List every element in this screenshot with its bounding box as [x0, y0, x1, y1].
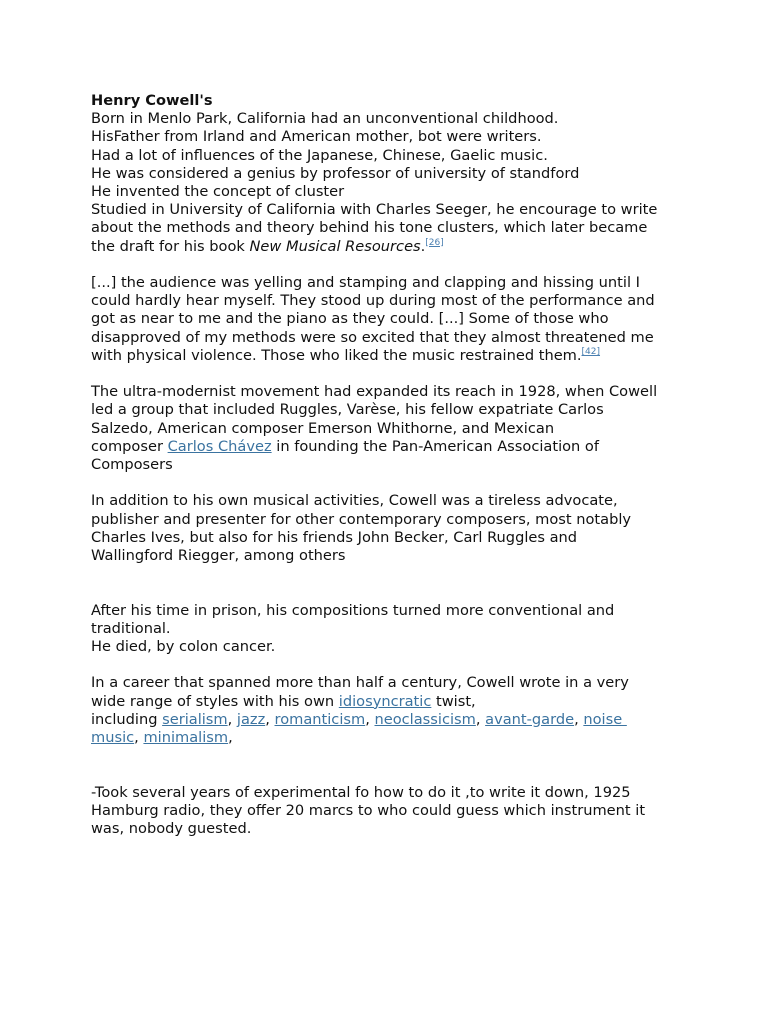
- ultra-line: Composers: [91, 456, 173, 474]
- career-line-styles: [91, 711, 691, 729]
- comma: ,: [574, 710, 584, 728]
- comma: ,: [134, 729, 144, 747]
- career-line: In a career that spanned more than half a century, Cowell wrote in a very: [91, 674, 629, 692]
- quote-line: could hardly hear myself. They stood up during most of the performance and: [91, 292, 655, 310]
- spacer: [91, 565, 691, 583]
- romanticism-link[interactable]: romanticism: [274, 710, 366, 728]
- comma: ,: [365, 710, 375, 728]
- ultra-line: Salzedo, American composer Emerson Whithorne, and Mexican: [91, 419, 555, 437]
- intro-text: the draft for his book: [91, 237, 250, 255]
- reference-42[interactable]: [42]: [581, 346, 601, 357]
- intro-period: .: [420, 237, 426, 255]
- spacer: [91, 583, 691, 601]
- spacer: [91, 256, 691, 274]
- intro-line: He was considered a genius by professor of university of standford: [91, 164, 580, 182]
- career-text: wide range of styles with his own: [91, 692, 339, 710]
- quote-line: got as near to me and the piano as they could. [...] Some of those who: [91, 310, 609, 328]
- document-title: Henry Cowell's: [91, 92, 213, 109]
- prison-line: After his time in prison, his compositions turned more conventional and: [91, 601, 615, 619]
- comma: ,: [265, 710, 275, 728]
- noise-music-link[interactable]: noise: [583, 710, 627, 728]
- intro-line: Born in Menlo Park, California had an unconventional childhood.: [91, 110, 559, 128]
- quote-line-last: [91, 347, 691, 365]
- prison-line: He died, by colon cancer.: [91, 638, 276, 656]
- advocate-line: publisher and presenter for other contemporary composers, most notably: [91, 510, 632, 528]
- career-line-styles-cont: [91, 729, 691, 747]
- quote-line: [...] the audience was yelling and stamping and clapping and hissing until I: [91, 274, 640, 292]
- intro-line-last: [91, 238, 691, 256]
- ultra-line: led a group that included Ruggles, Varèse, his fellow expatriate Carlos: [91, 401, 604, 419]
- spacer: [91, 765, 691, 783]
- ultra-text: in founding the Pan-American Association of: [271, 437, 600, 455]
- prison-line: traditional.: [91, 619, 171, 637]
- minimalism-link[interactable]: minimalism: [143, 729, 229, 747]
- experiment-line: -Took several years of experimental fo how to do it ,to write it down, 1925: [91, 783, 631, 801]
- spacer: [91, 747, 691, 765]
- noise-music-link-cont[interactable]: music: [91, 729, 135, 747]
- intro-line: He invented the concept of cluster: [91, 183, 345, 201]
- ultra-line-chavez: [91, 438, 691, 456]
- career-line-twist: [91, 693, 691, 711]
- carlos-chavez-link[interactable]: Carlos Chávez: [167, 437, 272, 455]
- ultra-text: composer: [91, 437, 168, 455]
- trailing-comma: ,: [228, 729, 233, 747]
- intro-line: Had a lot of influences of the Japanese, Chinese, Gaelic music.: [91, 146, 548, 164]
- jazz-link[interactable]: jazz: [236, 710, 266, 728]
- neoclassicism-link[interactable]: neoclassicism: [374, 710, 476, 728]
- comma: ,: [475, 710, 486, 728]
- including-text: including: [91, 710, 163, 728]
- book-title: New Musical Resources: [249, 237, 421, 255]
- quote-text: with physical violence. Those who liked the music restrained them.: [91, 346, 582, 364]
- spacer: [91, 656, 691, 674]
- advocate-line: Charles Ives, but also for his friends John Becker, Carl Ruggles and: [91, 528, 578, 546]
- quote-line: disapproved of my methods were so excited that they almost threatened me: [91, 328, 654, 346]
- intro-line: HisFather from Irland and American mother, bot were writers.: [91, 128, 542, 146]
- idiosyncratic-link[interactable]: idiosyncratic: [338, 692, 432, 710]
- ultra-line: The ultra-modernist movement had expanded its reach in 1928, when Cowell: [91, 383, 658, 401]
- intro-line: about the methods and theory behind his tone clusters, which later became: [91, 219, 648, 237]
- experiment-line: Hamburg radio, they offer 20 marcs to who could guess which instrument it: [91, 801, 646, 819]
- avant-garde-link[interactable]: avant-garde: [485, 710, 575, 728]
- intro-line: Studied in University of California with Charles Seeger, he encourage to write: [91, 201, 658, 219]
- serialism-link[interactable]: serialism: [162, 710, 228, 728]
- document-body: [91, 92, 691, 838]
- spacer: [91, 474, 691, 492]
- advocate-line: In addition to his own musical activities, Cowell was a tireless advocate,: [91, 492, 618, 510]
- reference-26[interactable]: [26]: [425, 237, 444, 248]
- career-text: twist,: [431, 692, 476, 710]
- experiment-line: was, nobody guested.: [91, 820, 252, 837]
- comma: ,: [227, 710, 237, 728]
- spacer: [91, 365, 691, 383]
- advocate-line: Wallingford Riegger, among others: [91, 547, 346, 565]
